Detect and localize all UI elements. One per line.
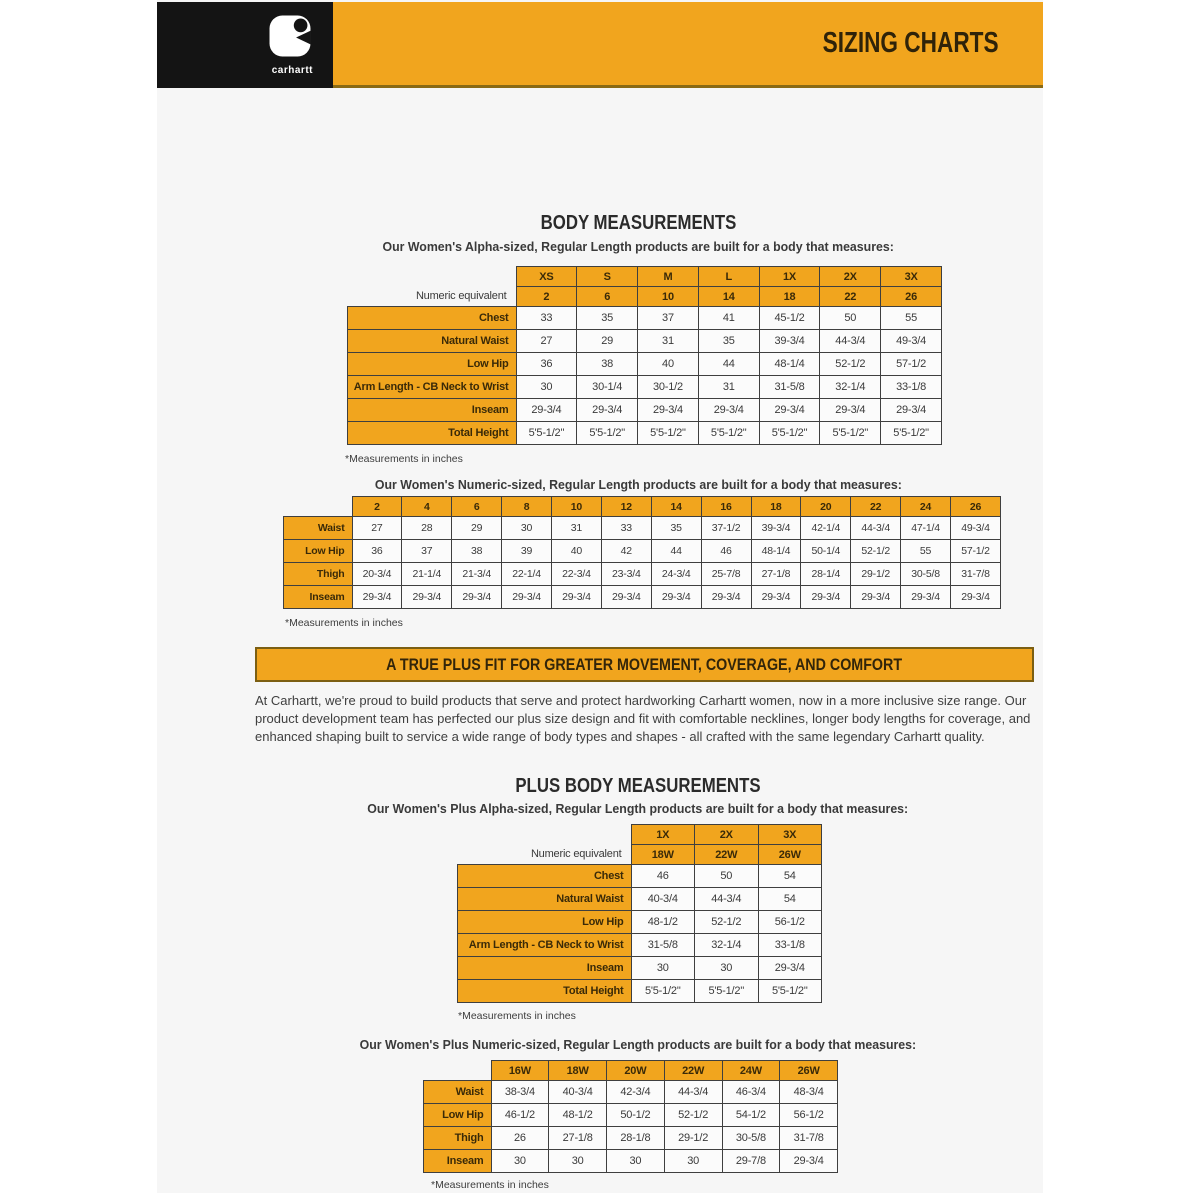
size-column-header: 26W xyxy=(780,1061,838,1081)
size-column-header: 2 xyxy=(352,497,402,517)
size-column-header: 8 xyxy=(502,497,552,517)
measurement-value-cell: 5'5-1/2" xyxy=(631,980,695,1003)
table-row xyxy=(424,1150,838,1173)
measurement-value-cell: 27 xyxy=(516,330,577,353)
measurement-value-cell: 29-3/4 xyxy=(780,1150,838,1173)
measurement-value-cell: 40 xyxy=(552,540,602,563)
plus-numeric-body-measurements-table xyxy=(423,1060,838,1173)
row-label-cell: Waist xyxy=(284,517,353,540)
measurement-value-cell: 37 xyxy=(638,307,699,330)
measurement-value-cell: 33 xyxy=(601,517,651,540)
numeric-equivalent-value: 6 xyxy=(577,287,638,307)
size-column-header: 16W xyxy=(491,1061,549,1081)
measurement-value-cell: 27-1/8 xyxy=(549,1127,607,1150)
spacer-cell xyxy=(458,825,632,845)
table-row xyxy=(458,911,822,934)
measurement-value-cell: 50 xyxy=(695,865,759,888)
measurement-value-cell: 29-3/4 xyxy=(759,399,820,422)
carhartt-c-icon xyxy=(267,14,313,63)
table-row xyxy=(348,353,942,376)
measurement-value-cell: 38-3/4 xyxy=(491,1081,549,1104)
carhartt-wordmark: carhartt xyxy=(271,65,313,76)
measurement-value-cell: 29-3/4 xyxy=(402,586,452,609)
measurement-value-cell: 52-1/2 xyxy=(664,1104,722,1127)
measurement-value-cell: 35 xyxy=(577,307,638,330)
measurement-value-cell: 36 xyxy=(516,353,577,376)
size-column-header: 1X xyxy=(759,267,820,287)
measurement-value-cell: 30-1/4 xyxy=(577,376,638,399)
measurement-value-cell: 25-7/8 xyxy=(701,563,751,586)
measurement-value-cell: 5'5-1/2" xyxy=(881,422,942,445)
measurement-value-cell: 30 xyxy=(631,957,695,980)
measurement-value-cell: 40-3/4 xyxy=(549,1081,607,1104)
measurement-value-cell: 39-3/4 xyxy=(759,330,820,353)
size-column-header: 1X xyxy=(631,825,695,845)
measurement-value-cell: 41 xyxy=(698,307,759,330)
measurement-value-cell: 50-1/2 xyxy=(607,1104,665,1127)
spacer-cell xyxy=(284,497,353,517)
measurement-value-cell: 30 xyxy=(516,376,577,399)
row-label-cell: Thigh xyxy=(284,563,353,586)
numeric-equivalent-value: 18W xyxy=(631,845,695,865)
measurement-value-cell: 35 xyxy=(698,330,759,353)
row-label-cell: Total Height xyxy=(458,980,632,1003)
measurement-value-cell: 35 xyxy=(651,517,701,540)
table-row xyxy=(284,517,1001,540)
numeric-equivalent-value: 22W xyxy=(695,845,759,865)
numeric-equivalent-value: 10 xyxy=(638,287,699,307)
measurement-value-cell: 55 xyxy=(881,307,942,330)
measurement-value-cell: 30 xyxy=(695,957,759,980)
measurement-value-cell: 29-7/8 xyxy=(722,1150,780,1173)
measurement-value-cell: 52-1/2 xyxy=(851,540,901,563)
table-row xyxy=(458,980,822,1003)
measurement-value-cell: 52-1/2 xyxy=(820,353,881,376)
measurement-value-cell: 22-1/4 xyxy=(502,563,552,586)
size-column-header: 22 xyxy=(851,497,901,517)
measurement-value-cell: 55 xyxy=(901,540,951,563)
numeric-equivalent-value: 14 xyxy=(698,287,759,307)
measurement-value-cell: 48-1/4 xyxy=(759,353,820,376)
measurement-value-cell: 33 xyxy=(516,307,577,330)
measurement-value-cell: 29-3/4 xyxy=(352,586,402,609)
measurement-value-cell: 50-1/4 xyxy=(801,540,851,563)
plus-numeric-table-footnote: *Measurements in inches xyxy=(431,1179,549,1191)
measurement-table xyxy=(347,266,942,445)
row-label-cell: Inseam xyxy=(424,1150,492,1173)
size-column-header: 4 xyxy=(402,497,452,517)
sizing-charts-banner xyxy=(333,2,1043,88)
numeric-sized-subtitle: Our Women's Numeric-sized, Regular Length products are built for a body that measures: xyxy=(374,477,902,492)
numeric-equivalent-label: Numeric equivalent xyxy=(415,290,507,303)
measurement-value-cell: 29-3/4 xyxy=(698,399,759,422)
numeric-body-measurements-table xyxy=(283,496,1001,609)
measurement-value-cell: 27-1/8 xyxy=(751,563,801,586)
plus-alpha-sized-subtitle: Our Women's Plus Alpha-sized, Regular Length products are built for a body that measures: xyxy=(367,801,909,816)
measurement-value-cell: 29-3/4 xyxy=(638,399,699,422)
measurement-value-cell: 48-3/4 xyxy=(780,1081,838,1104)
measurement-value-cell: 52-1/2 xyxy=(695,911,759,934)
size-column-header: 26 xyxy=(951,497,1001,517)
measurement-value-cell: 48-1/2 xyxy=(549,1104,607,1127)
numeric-equivalent-value: 18 xyxy=(759,287,820,307)
size-column-header: 2X xyxy=(695,825,759,845)
measurement-value-cell: 29-3/4 xyxy=(951,586,1001,609)
carhartt-logo-box xyxy=(157,2,333,88)
size-column-header: 14 xyxy=(651,497,701,517)
row-label-cell: Arm Length - CB Neck to Wrist xyxy=(458,934,632,957)
measurement-value-cell: 30-1/2 xyxy=(638,376,699,399)
row-label-cell: Natural Waist xyxy=(348,330,517,353)
measurement-value-cell: 49-3/4 xyxy=(881,330,942,353)
measurement-value-cell: 31 xyxy=(638,330,699,353)
measurement-value-cell: 21-3/4 xyxy=(452,563,502,586)
measurement-value-cell: 30-5/8 xyxy=(722,1127,780,1150)
measurement-value-cell: 54 xyxy=(758,865,822,888)
table-row xyxy=(458,888,822,911)
measurement-value-cell: 32-1/4 xyxy=(695,934,759,957)
plus-body-measurements-heading: PLUS BODY MEASUREMENTS xyxy=(515,775,761,797)
measurement-value-cell: 44 xyxy=(698,353,759,376)
measurement-value-cell: 38 xyxy=(577,353,638,376)
row-label-cell: Inseam xyxy=(348,399,517,422)
measurement-value-cell: 21-1/4 xyxy=(402,563,452,586)
measurement-value-cell: 28-1/4 xyxy=(801,563,851,586)
size-column-header: 10 xyxy=(552,497,602,517)
spacer-cell xyxy=(348,267,517,287)
measurement-value-cell: 31 xyxy=(552,517,602,540)
measurement-value-cell: 5'5-1/2" xyxy=(698,422,759,445)
measurement-value-cell: 5'5-1/2" xyxy=(759,422,820,445)
table-row xyxy=(424,1104,838,1127)
measurement-value-cell: 29-3/4 xyxy=(901,586,951,609)
measurement-value-cell: 44-3/4 xyxy=(851,517,901,540)
measurement-value-cell: 29-3/4 xyxy=(751,586,801,609)
table-row xyxy=(348,422,942,445)
size-column-header: M xyxy=(638,267,699,287)
measurement-value-cell: 29-3/4 xyxy=(452,586,502,609)
row-label-cell: Chest xyxy=(458,865,632,888)
measurement-value-cell: 31 xyxy=(698,376,759,399)
row-label-cell: Low Hip xyxy=(348,353,517,376)
measurement-value-cell: 39 xyxy=(502,540,552,563)
table-row xyxy=(424,1081,838,1104)
measurement-value-cell: 30 xyxy=(549,1150,607,1173)
measurement-value-cell: 33-1/8 xyxy=(881,376,942,399)
table-row xyxy=(348,330,942,353)
numeric-equivalent-value: 2 xyxy=(516,287,577,307)
measurement-value-cell: 29 xyxy=(452,517,502,540)
measurement-value-cell: 50 xyxy=(820,307,881,330)
measurement-value-cell: 29-3/4 xyxy=(701,586,751,609)
measurement-value-cell: 29-3/4 xyxy=(651,586,701,609)
measurement-value-cell: 27 xyxy=(352,517,402,540)
measurement-value-cell: 40-3/4 xyxy=(631,888,695,911)
measurement-value-cell: 30 xyxy=(502,517,552,540)
measurement-value-cell: 44-3/4 xyxy=(664,1081,722,1104)
size-column-header: 20 xyxy=(801,497,851,517)
numeric-equivalent-label: Numeric equivalent xyxy=(530,848,622,861)
table-row xyxy=(284,563,1001,586)
size-column-header: 18 xyxy=(751,497,801,517)
measurement-value-cell: 57-1/2 xyxy=(881,353,942,376)
measurement-value-cell: 44-3/4 xyxy=(820,330,881,353)
measurement-value-cell: 29-3/4 xyxy=(820,399,881,422)
measurement-value-cell: 37 xyxy=(402,540,452,563)
measurement-value-cell: 31-7/8 xyxy=(951,563,1001,586)
row-label-cell: Waist xyxy=(424,1081,492,1104)
size-column-header: XS xyxy=(516,267,577,287)
measurement-value-cell: 5'5-1/2" xyxy=(758,980,822,1003)
measurement-value-cell: 48-1/4 xyxy=(751,540,801,563)
size-column-header: L xyxy=(698,267,759,287)
size-column-header: 3X xyxy=(881,267,942,287)
row-label-cell: Chest xyxy=(348,307,517,330)
true-plus-fit-banner-text: A TRUE PLUS FIT FOR GREATER MOVEMENT, COVERAGE, AND COMFORT xyxy=(386,654,903,674)
numeric-table-footnote: *Measurements in inches xyxy=(285,617,403,629)
measurement-table xyxy=(283,496,1001,609)
measurement-value-cell: 54-1/2 xyxy=(722,1104,780,1127)
alpha-body-measurements-table xyxy=(347,266,942,445)
measurement-value-cell: 44 xyxy=(651,540,701,563)
measurement-value-cell: 29-3/4 xyxy=(516,399,577,422)
measurement-value-cell: 49-3/4 xyxy=(951,517,1001,540)
measurement-table xyxy=(423,1060,838,1173)
measurement-table xyxy=(457,824,822,1003)
measurement-value-cell: 42 xyxy=(601,540,651,563)
size-column-header: 6 xyxy=(452,497,502,517)
measurement-value-cell: 37-1/2 xyxy=(701,517,751,540)
body-measurements-heading: BODY MEASUREMENTS xyxy=(540,212,736,234)
measurement-value-cell: 46 xyxy=(631,865,695,888)
measurement-value-cell: 30-5/8 xyxy=(901,563,951,586)
sizing-chart-document xyxy=(157,0,1043,1193)
measurement-value-cell: 29-1/2 xyxy=(851,563,901,586)
measurement-value-cell: 29-3/4 xyxy=(502,586,552,609)
measurement-value-cell: 54 xyxy=(758,888,822,911)
page-title: SIZING CHARTS xyxy=(823,27,999,59)
measurement-value-cell: 32-1/4 xyxy=(820,376,881,399)
row-label-cell: Inseam xyxy=(284,586,353,609)
measurement-value-cell: 56-1/2 xyxy=(780,1104,838,1127)
measurement-value-cell: 42-3/4 xyxy=(607,1081,665,1104)
measurement-value-cell: 29-3/4 xyxy=(552,586,602,609)
measurement-value-cell: 30 xyxy=(607,1150,665,1173)
measurement-value-cell: 47-1/4 xyxy=(901,517,951,540)
size-column-header: 22W xyxy=(664,1061,722,1081)
row-label-cell: Inseam xyxy=(458,957,632,980)
measurement-value-cell: 24-3/4 xyxy=(651,563,701,586)
measurement-value-cell: 42-1/4 xyxy=(801,517,851,540)
alpha-table-footnote: *Measurements in inches xyxy=(345,453,463,465)
table-row xyxy=(348,399,942,422)
measurement-value-cell: 29-3/4 xyxy=(851,586,901,609)
size-column-header: 20W xyxy=(607,1061,665,1081)
measurement-value-cell: 45-1/2 xyxy=(759,307,820,330)
measurement-value-cell: 57-1/2 xyxy=(951,540,1001,563)
measurement-value-cell: 29-3/4 xyxy=(601,586,651,609)
measurement-value-cell: 22-3/4 xyxy=(552,563,602,586)
measurement-value-cell: 30 xyxy=(664,1150,722,1173)
measurement-value-cell: 46-1/2 xyxy=(491,1104,549,1127)
true-plus-fit-banner xyxy=(255,647,1034,682)
table-row xyxy=(458,865,822,888)
size-column-header: S xyxy=(577,267,638,287)
size-column-header: 24W xyxy=(722,1061,780,1081)
measurement-value-cell: 31-5/8 xyxy=(631,934,695,957)
measurement-value-cell: 44-3/4 xyxy=(695,888,759,911)
measurement-value-cell: 5'5-1/2" xyxy=(695,980,759,1003)
measurement-value-cell: 30 xyxy=(491,1150,549,1173)
measurement-value-cell: 29-3/4 xyxy=(577,399,638,422)
measurement-value-cell: 28 xyxy=(402,517,452,540)
measurement-value-cell: 23-3/4 xyxy=(601,563,651,586)
size-column-header: 12 xyxy=(601,497,651,517)
numeric-equivalent-value: 26 xyxy=(881,287,942,307)
row-label-cell: Arm Length - CB Neck to Wrist xyxy=(348,376,517,399)
measurement-value-cell: 38 xyxy=(452,540,502,563)
size-column-header: 16 xyxy=(701,497,751,517)
measurement-value-cell: 46-3/4 xyxy=(722,1081,780,1104)
measurement-value-cell: 29-3/4 xyxy=(801,586,851,609)
plus-fit-paragraph: At Carhartt, we're proud to build products that serve and protect hardworking Carhartt women, now in a more inclusive size range. Our product development team has perfected our plus size design and fit with comfortable necklines, longer body lengths for coverage, and enhanced shaping built to service a wide range of body types and shapes - all crafted with the same legendary Carhartt quality. xyxy=(255,693,1031,744)
measurement-value-cell: 5'5-1/2" xyxy=(820,422,881,445)
measurement-value-cell: 29-1/2 xyxy=(664,1127,722,1150)
measurement-value-cell: 40 xyxy=(638,353,699,376)
plus-alpha-table-footnote: *Measurements in inches xyxy=(458,1010,576,1022)
size-column-header: 3X xyxy=(758,825,822,845)
plus-numeric-sized-subtitle: Our Women's Plus Numeric-sized, Regular Length products are built for a body that measures: xyxy=(359,1037,917,1052)
size-column-header: 24 xyxy=(901,497,951,517)
measurement-value-cell: 29-3/4 xyxy=(758,957,822,980)
measurement-value-cell: 31-7/8 xyxy=(780,1127,838,1150)
measurement-value-cell: 46 xyxy=(701,540,751,563)
table-row xyxy=(348,376,942,399)
measurement-value-cell: 29-3/4 xyxy=(881,399,942,422)
table-row xyxy=(284,540,1001,563)
row-label-cell: Low Hip xyxy=(424,1104,492,1127)
numeric-equivalent-value: 22 xyxy=(820,287,881,307)
row-label-cell: Low Hip xyxy=(284,540,353,563)
measurement-value-cell: 36 xyxy=(352,540,402,563)
measurement-value-cell: 5'5-1/2" xyxy=(638,422,699,445)
row-label-cell: Total Height xyxy=(348,422,517,445)
measurement-value-cell: 31-5/8 xyxy=(759,376,820,399)
row-label-cell: Thigh xyxy=(424,1127,492,1150)
measurement-value-cell: 26 xyxy=(491,1127,549,1150)
table-row xyxy=(424,1127,838,1150)
numeric-equivalent-value: 26W xyxy=(758,845,822,865)
table-row xyxy=(458,934,822,957)
measurement-value-cell: 5'5-1/2" xyxy=(516,422,577,445)
table-row xyxy=(458,957,822,980)
table-row xyxy=(284,586,1001,609)
measurement-value-cell: 29 xyxy=(577,330,638,353)
measurement-value-cell: 5'5-1/2" xyxy=(577,422,638,445)
spacer-cell xyxy=(424,1061,492,1081)
alpha-sized-subtitle: Our Women's Alpha-sized, Regular Length products are built for a body that measures: xyxy=(382,239,894,254)
row-label-cell: Low Hip xyxy=(458,911,632,934)
measurement-value-cell: 56-1/2 xyxy=(758,911,822,934)
measurement-value-cell: 33-1/8 xyxy=(758,934,822,957)
row-label-cell: Natural Waist xyxy=(458,888,632,911)
size-column-header: 18W xyxy=(549,1061,607,1081)
measurement-value-cell: 39-3/4 xyxy=(751,517,801,540)
plus-alpha-body-measurements-table xyxy=(457,824,822,1003)
table-row xyxy=(348,307,942,330)
size-column-header: 2X xyxy=(820,267,881,287)
measurement-value-cell: 28-1/8 xyxy=(607,1127,665,1150)
measurement-value-cell: 20-3/4 xyxy=(352,563,402,586)
measurement-value-cell: 48-1/2 xyxy=(631,911,695,934)
